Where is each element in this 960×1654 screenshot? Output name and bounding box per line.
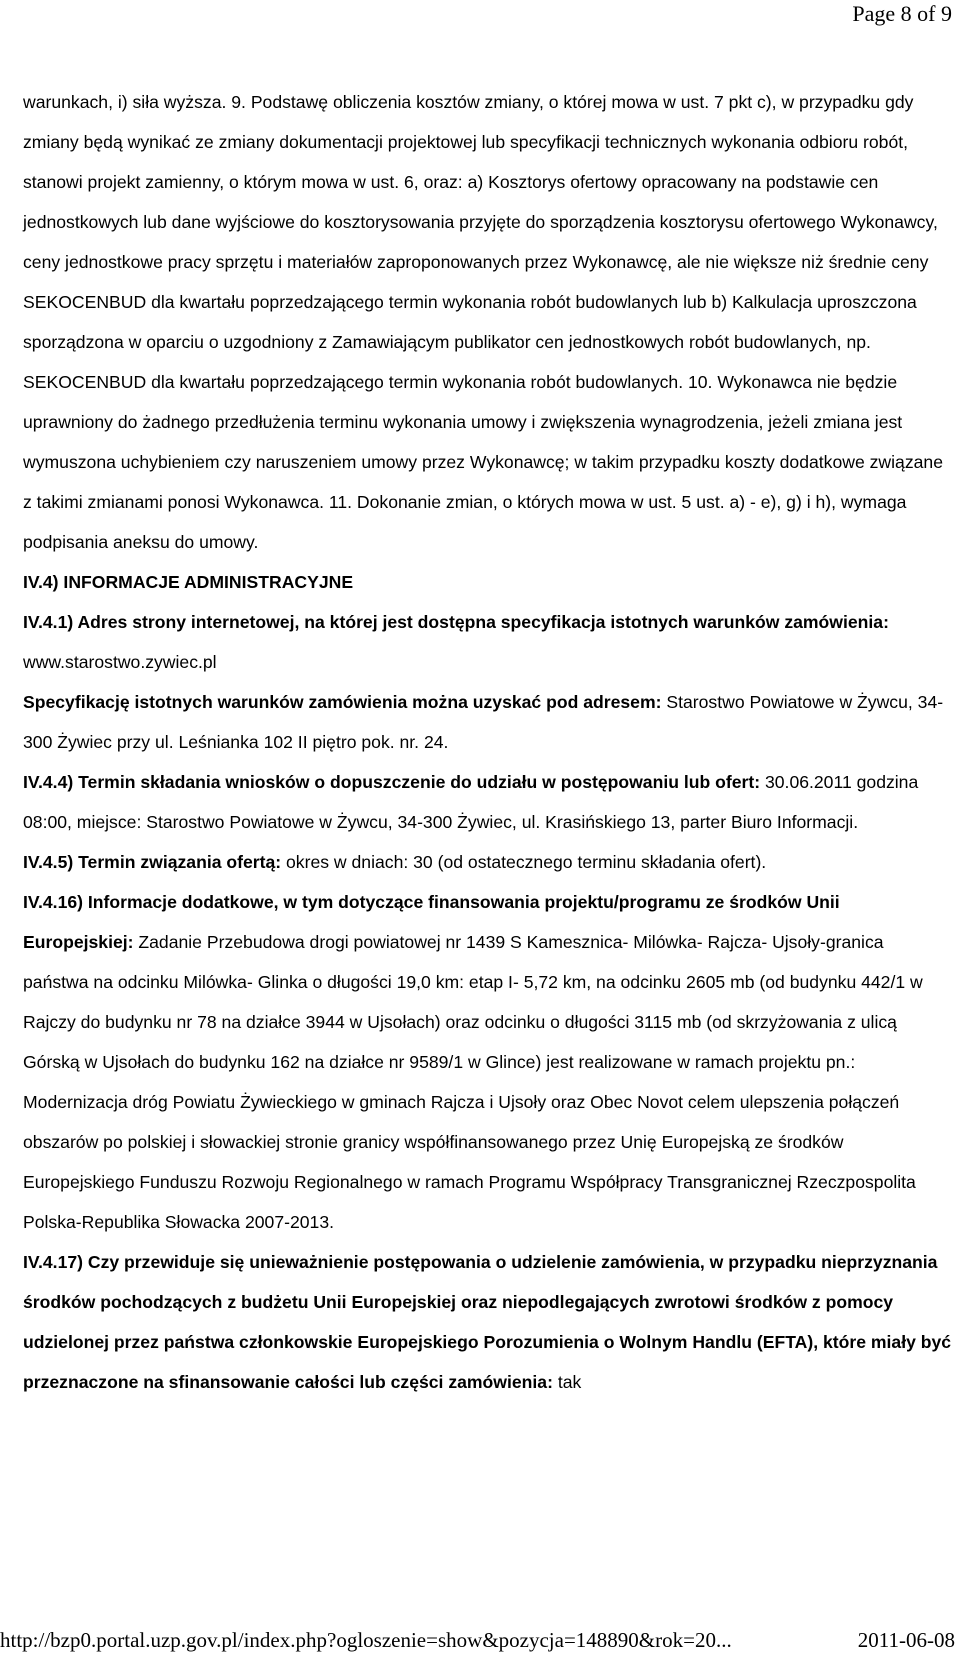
- value-website-address: www.starostwo.zywiec.pl: [23, 652, 217, 672]
- value-cancellation: tak: [552, 1372, 582, 1392]
- paragraph-submission-deadline: [23, 762, 953, 842]
- value-additional-info: Zadanie Przebudowa drogi powiatowej nr 1439 S Kamesznica- Milówka- Rajcza- Ujsoły-granica państwa na odcinku Milówka- Glinka o długości 19,0 km: etap I- 5,72 km, na odcinku 2605 mb (od budynku 442/1 w Rajczy do budynku nr 78 na działce 3944 w Ujsołach) oraz odcinku o długości 3115 mb (od skrzyżowania z ulicą Górską w Ujsołach do budynku 162 na działce nr 9589/1 w Glince) jest realizowane w ramach projektu pn.: Modernizacja dróg Powiatu Żywieckiego w gminach Rajcza i Ujsoły oraz Obec Novot celem ulepszenia połączeń obszarów po polskiej i słowackiej stronie granicy współfinansowanego przez Unię Europejską ze środków Europejskiego Funduszu Rozwoju Regionalnego w ramach Programu Współpracy Transgranicznej Rzeczpospolita Polska-Republika Słowacka 2007-2013.: [23, 932, 923, 1232]
- label-cancellation: IV.4.17) Czy przewiduje się unieważnienie postępowania o udzielenie zamówienia, w przypadku nieprzyznania środków pochodzących z budżetu Unii Europejskiej oraz niepodlegających zwrotowi środków z pomocy udzielonej przez państwa członkowskie Europejskiego Porozumienia o Wolnym Handlu (EFTA), które miały być przeznaczone na sfinansowanie całości lub części zamówienia:: [23, 1252, 952, 1392]
- paragraph-binding-period: [23, 842, 953, 882]
- footer-date: 2011-06-08: [857, 1628, 955, 1652]
- section-heading-administrative: IV.4) INFORMACJE ADMINISTRACYJNE: [23, 572, 354, 592]
- label-submission-deadline: IV.4.4) Termin składania wniosków o dopuszczenie do udziału w postępowaniu lub ofert:: [23, 772, 761, 792]
- paragraph-contract-changes: warunkach, i) siła wyższa. 9. Podstawę obliczenia kosztów zmiany, o której mowa w ust. 7 pkt c), w przypadku gdy zmiany będą wynikać ze zmiany dokumentacji projektowej lub specyfikacji technicznych wykonania odbioru robót, stanowi projekt zamienny, o którym mowa w ust. 6, oraz: a) Kosztorys ofertowy opracowany na podstawie cen jednostkowych lub dane wyjściowe do kosztorysowania przyjęte do sporządzenia kosztorysu ofertowego Wykonawcy, ceny jednostkowe pracy sprzętu i materiałów zaproponowanych przez Wykonawcę, ale nie większe niż średnie ceny SEKOCENBUD dla kwartału poprzedzającego termin wykonania robót budowlanych lub b) Kalkulacja uproszczona sporządzona w oparciu o uzgodniony z Zamawiającym publikator cen jednostkowych robót budowlanych, np. SEKOCENBUD dla kwartału poprzedzającego termin wykonania robót budowlanych. 10. Wykonawca nie będzie uprawniony do żadnego przedłużenia terminu wykonania umowy i zwiększenia wynagrodzenia, jeżeli zmiana jest wymuszona uchybieniem czy naruszeniem umowy przez Wykonawcę; w takim przypadku koszty dodatkowe związane z takimi zmianami ponosi Wykonawca. 11. Dokonanie zmian, o których mowa w ust. 5 ust. a) - e), g) i h), wymaga podpisania aneksu do umowy.: [23, 92, 943, 552]
- paragraph-website-address: [23, 602, 953, 682]
- document-body: [23, 82, 953, 1402]
- footer-url: http://bzp0.portal.uzp.gov.pl/index.php?ogloszenie=show&pozycja=148890&rok=20...: [0, 1628, 732, 1652]
- paragraph-additional-info: [23, 882, 953, 1242]
- paragraph-cancellation: [23, 1242, 953, 1402]
- label-binding-period: IV.4.5) Termin związania ofertą:: [23, 852, 282, 872]
- label-siwz-address: Specyfikację istotnych warunków zamówienia można uzyskać pod adresem:: [23, 692, 662, 712]
- value-siwz-address: Starostwo Powiatowe w Żywcu, 34-300 Żywiec przy ul. Leśnianka 102 II piętro pok. nr. 24.: [23, 692, 944, 752]
- label-additional-info: IV.4.16) Informacje dodatkowe, w tym dotyczące finansowania projektu/programu ze środków Unii Europejskiej:: [23, 892, 840, 952]
- value-binding-period: okres w dniach: 30 (od ostatecznego terminu składania ofert).: [281, 852, 767, 872]
- page-number: Page 8 of 9: [852, 1, 952, 26]
- value-submission-deadline: 30.06.2011 godzina 08:00, miejsce: Starostwo Powiatowe w Żywcu, 34-300 Żywiec, ul. Krasińskiego 13, parter Biuro Informacji.: [23, 772, 919, 832]
- label-website-address: IV.4.1) Adres strony internetowej, na której jest dostępna specyfikacja istotnych warunków zamówienia:: [23, 612, 889, 632]
- page-footer: [0, 1626, 960, 1654]
- paragraph-siwz-address: [23, 682, 953, 762]
